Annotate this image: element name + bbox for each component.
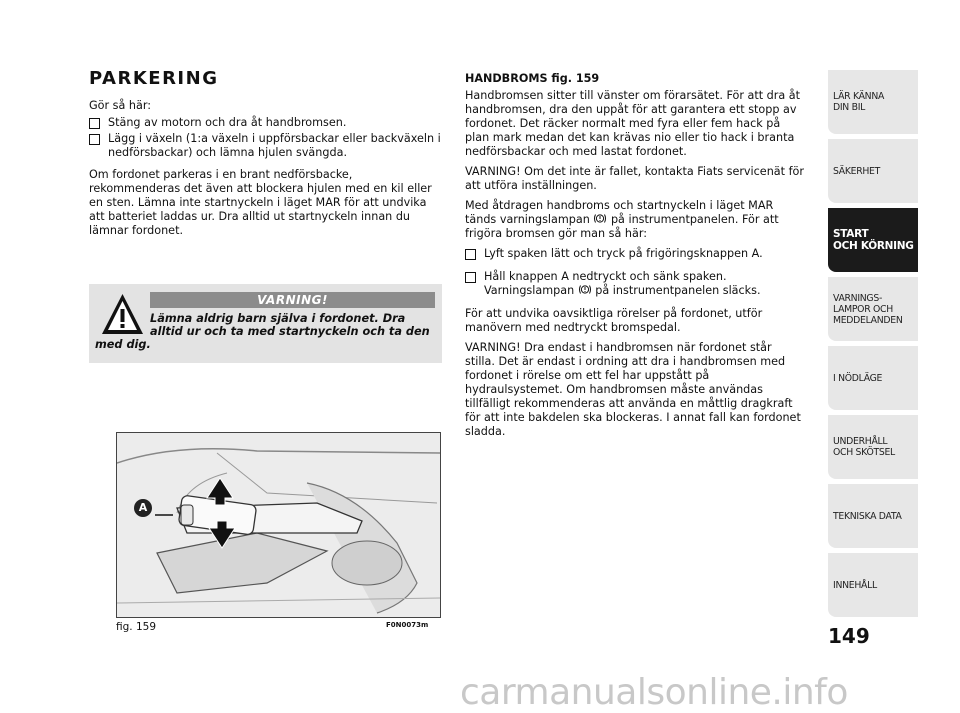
intro-text: Gör så här: [89,99,152,112]
warning-label: VARNING! [150,292,435,308]
handbrake-illustration [117,433,440,617]
sidebar-tab-label: SÄKERHET [833,166,881,177]
sidebar-tab-label: VARNINGS- [833,293,882,304]
section-title: PARKERING [89,68,219,89]
varning-paragraph: VARNING! Om det inte är fallet, kontakta Fiats servicenät för att utföra inställningen. [465,165,804,192]
sidebar-tab[interactable] [828,553,918,617]
handbrake-paragraph: Handbromsen sitter till vänster om förarsätet. För att dra åt handbromsen, dra den uppåt för att garantera ett stopp av fordonet. Det räcker normalt med fyra eller fem hack på plan mark medan det kan krävas nio eller tio hack i branta nedförsbackar och med lastat fordonet. [465,89,801,158]
warning-text [89,312,436,351]
sidebar-tab[interactable] [828,70,918,134]
sidebar-tab-label: OCH KÖRNING [833,240,914,252]
sidebar-tab[interactable] [828,208,918,272]
brake-warning-icon [578,284,592,295]
sidebar-tab-label: I NÖDLÄGE [833,373,883,384]
sidebar-tab-label: INNEHÅLL [833,580,877,591]
checkbox-bullet-icon [465,249,476,260]
sidebar-tab[interactable] [828,346,918,410]
figure-code: F0N0073m [386,621,429,629]
list-item-text: på instrumentpanelen släcks. [595,284,761,297]
list-item [89,116,444,130]
warning-box [89,284,442,363]
paragraph: VARNING! Dra endast i handbromsen när fordonet står stilla. Det är endast i ordning att dra i handbromsen med fordonet i rörelse om ett fel har uppstått på hydraulsystemet. Om handbromsen måste användas tillfälligt rekommenderas att använda en måttlig dragkraft för att inte bakdelen ska blockeras. I annat fall kan fordonet sladda. [465,341,801,438]
sidebar-tab-label: START [833,228,869,240]
sidebar-tab[interactable] [828,415,918,479]
figure-caption: fig. 159 [116,621,156,633]
checkbox-bullet-icon [89,118,100,129]
warning-line: med dig. [95,338,151,351]
callout-a-marker: A [134,499,152,517]
list-item [465,270,805,298]
paragraph-text: på instrumentpanelen. För att frigöra bromsen gör man så här: [465,213,779,240]
sidebar-tab[interactable] [828,139,918,203]
warning-lamp-paragraph [465,199,805,241]
parking-paragraph: Om fordonet parkeras i en brant nedförsbacke, rekommenderas det även att blockera hjulen med en kil eller en sten. Lämna inte startnyckeln i läget MAR för att undvika att batteriet laddas ur. Dra alltid ut startnyckeln innan du lämnar fordonet. [89,168,432,237]
list-item-text: Varningslampan [484,284,575,297]
list-item-text: Håll knappen A nedtryckt och sänk spaken. [484,270,727,283]
left-column [89,68,444,244]
chapter-sidebar [828,70,918,622]
sidebar-tab-label: OCH SKÖTSEL [833,447,895,458]
list-item [89,132,444,160]
sidebar-tab[interactable] [828,484,918,548]
checkbox-bullet-icon [465,272,476,283]
page-number: 149 [828,624,870,648]
sidebar-tab-label: MEDDELANDEN [833,315,903,326]
warning-line: alltid ur och ta med startnyckeln och ta den [150,325,430,338]
brake-warning-icon [593,213,607,224]
sidebar-tab-label: LAMPOR OCH [833,304,893,315]
list-item-text: Lyft spaken lätt och tryck på frigöringsknappen A. [484,247,763,260]
checkbox-bullet-icon [89,134,100,145]
list-item-text: Lägg i växeln (1:a växeln i uppförsbackar eller backväxeln i nedförsbackar) och lämna hjulen svängda. [108,132,441,159]
sidebar-tab[interactable] [828,277,918,341]
right-column [465,72,805,445]
paragraph: För att undvika oavsiktliga rörelser på fordonet, utför manövern med nedtryckt bromspedal. [465,307,763,334]
list-item [465,247,805,261]
watermark: carmanualsonline.info [460,672,848,713]
sidebar-tab-label: DIN BIL [833,102,866,113]
sidebar-tab-label: UNDERHÅLL [833,436,888,447]
handbrake-heading: HANDBROMS fig. 159 [465,72,600,85]
handbrake-figure [116,432,441,618]
warning-line: Lämna aldrig barn själva i fordonet. Dra [150,312,406,325]
sidebar-tab-label: TEKNISKA DATA [833,511,902,522]
sidebar-tab-label: LÄR KÄNNA [833,91,885,102]
paragraph-text: Med åtdragen handbroms och startnyckeln i läget MAR tänds varningslampan [465,199,774,226]
list-item-text: Stäng av motorn och dra åt handbromsen. [108,116,347,129]
